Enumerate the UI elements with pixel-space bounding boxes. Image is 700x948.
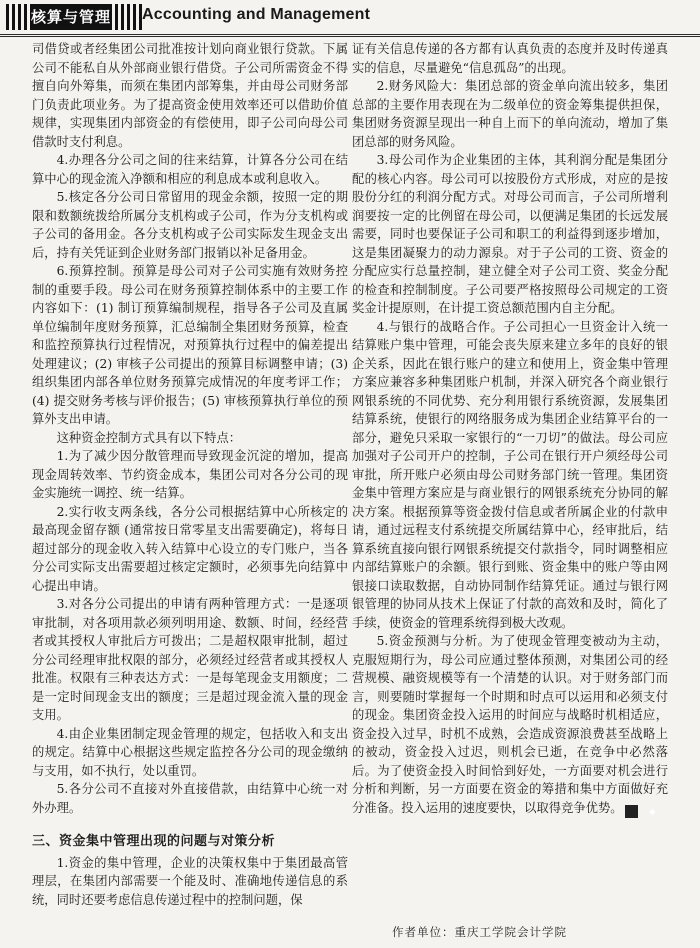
left-column: [32, 40, 348, 909]
paragraph: 1.资金的集中管理，企业的决策权集中于集团最高管理层，在集团内部需要一个能及时、准确地传递信息的系统，同时还要考虑信息传递过程中的控制问题，保: [32, 855, 348, 907]
section-label: 核算与管理: [30, 4, 112, 30]
right-column: [352, 40, 668, 818]
paragraph: 2.实行收支两条线，各分公司根据结算中心所核定的最高现金留存额 (通常按日常零星支出需要确定)，将每日超过部分的现金收入转入结算中心设立的专门账户，当各分公司实际支出需要超过核定定额时，必须事先向结算中心提出申请。: [32, 504, 348, 593]
paragraph: 1.为了减少因分散管理而导致现金沉淀的增加，提高现金周转效率、节约资金成本，集团公司对各分公司的现金实施统一调控、统一结算。: [32, 449, 348, 500]
header-left-bars: [6, 4, 33, 30]
paragraph-text: 5.资金预测与分析。为了使现金管理变被动为主动，克服短期行为，母公司应通过整体预测，对集团公司的经营规模、融资规模等有一个清楚的认识。对于财务部门而言，则要随时掌握每一个时期和时点可以运用和必须支付的现金。集团资金投入运用的时间应与战略时机相适应，资金投入过早，时机不成熟，会造成资源浪费甚至战略上的被动，资金投入过迟，则机会已逝，在竞争中必然落后。为了使资金投入时间恰到好处，一方面要对机会进行分析和判断，另一方面要在资金的筹措和集中方面做好充分准备。投入运用的速度要快，以取得竞争优势。: [352, 634, 668, 815]
author-affiliation: 作者单位：重庆工学院会计学院: [392, 925, 567, 939]
journal-title: Accounting and Management: [142, 6, 371, 23]
paragraph-last: [352, 632, 668, 818]
paragraph: 5.各分公司不直接对外直接借款，由结算中心统一对外办理。: [32, 782, 348, 815]
paragraph: 证有关信息传递的各方都有认真负责的态度并及时传递真实的信息，尽量避免“信息孤岛”的出现。: [352, 42, 668, 75]
paragraph: 2.财务风险大：集团总部的资金单向流出较多，集团总部的主要作用表现在为二级单位的资金筹集提供担保，集团财务资源呈现出一种自上而下的单向流动，增加了集团总部的财务风险。: [352, 79, 668, 149]
end-of-article-icon: ◆: [625, 805, 638, 818]
paragraph: 司借贷或者经集团公司批准按计划向商业银行贷款。下属公司不能私自从外部商业银行借贷。子公司所需资金不得擅自向外筹集，而须在集团内部筹集，并由母公司财务部门负责此项业务。为了提高资金使用效率还可以借助价值规律，实现集团内部资金的有偿使用，即子公司向母公司借款时支付利息。: [32, 42, 348, 149]
paragraph: 4.与银行的战略合作。子公司担心一旦资金计入统一结算账户集中管理，可能会丧失原来建立多年的良好的银企关系，因此在银行账户的建立和使用上，资金集中管理方案应兼容多种集团账户机制，并深入研究各个商业银行网银系统的不同优势、充分利用银行系统资源，发展集团结算系统，使银行的网络服务成为集团企业结算平台的一部分，避免只采取一家银行的“一刀切”的做法。母公司应加强对子公司开户的控制，子公司在银行开户须经母公司审批，所开账户必须由母公司财务部门统一管理。集团资金集中管理方案应是与商业银行的网银系统充分协同的解决方案。根据预算等资金拨付信息或者所属企业的付款申请，通过远程支付系统提交所属结算中心，经审批后，结算系统直接向银行网银系统提交付款指令，同时调整相应内部结算账户的余额。银行到账、资金集中的账户等由网银接口读取数据，自动协同制作结算凭证。通过与银行网银管理的协同从技术上保证了付款的高效和及时，简化了手续，使资金的管理系统得到极大改观。: [352, 319, 668, 630]
paragraph: 3.母公司作为企业集团的主体，其利润分配是集团分配的核心内容。母公司可以按股份方式形成，对应的是按股份分红的利润分配方式。对母公司而言，子公司所增利润要按一定的比例留在母公司，以便满足集团的长远发展需要，同时也要保证子公司和职工的利益得到逐步增加，这是集团凝聚力的动力源泉。对于子公司的工资、资金的分配应实行总量控制，建立健全对子公司工资、奖金分配的检查和控制制度。子公司要严格按照母公司规定的工资奖金计提原则，在计提工资总额范围内自主分配。: [352, 153, 668, 315]
paragraph: 5.核定各分公司日常留用的现金余额，按照一定的期限和数额统拨给所属分支机构或子公司，作为分支机构或子公司的备用金。各分支机构或子公司实际发生现金支出后，持有关凭证到企业财务部门报销以补足备用金。: [32, 190, 348, 260]
paragraph: 4.办理各分公司之间的往来结算，计算各分公司在结算中心的现金流入净额和相应的利息成本或利息收入。: [32, 153, 348, 186]
paragraph: 6.预算控制。预算是母公司对子公司实施有效财务控制的重要手段。母公司在财务预算控制体系中的主要工作内容如下：(1) 制订预算编制规程，指导各子公司及直属单位编制年度财务预算，汇总编制全集团财务预算，检查和监控预算执行过程情况，对预算执行过程中的偏差提出处理建议；(2) 审核子公司提出的预算目标调整申请；(3) 组织集团内部各单位财务预算完成情况的年度考评工作；(4) 提交财务考核与评价报告；(5) 审核预算执行单位的预算外支出申请。: [32, 264, 348, 426]
paragraph: 这种资金控制方式具有以下特点：: [56, 430, 242, 445]
paragraph: 4.由企业集团制定现金管理的规定，包括收入和支出的规定。结算中心根据这些规定监控各分公司的现金缴纳与支用，如不执行，处以重罚。: [32, 726, 348, 778]
paragraph: 3.对各分公司提出的申请有两种管理方式：一是逐项审批制，对各项用款必须列明用途、数额、时间，经经营者或其授权人审批后方可拨出；二是超权限审批制，超过分公司经理审批权限的部分，必须经过经营者或其授权人批准。权限有三种表达方式：一是每笔现金支用额度；二是一定时间现金支出的额度；三是超过现金流入量的现金支用。: [32, 597, 348, 722]
page-header: [0, 0, 700, 37]
section-heading: 三、资金集中管理出现的问题与对策分析: [32, 834, 276, 849]
header-right-bars: [115, 4, 142, 30]
